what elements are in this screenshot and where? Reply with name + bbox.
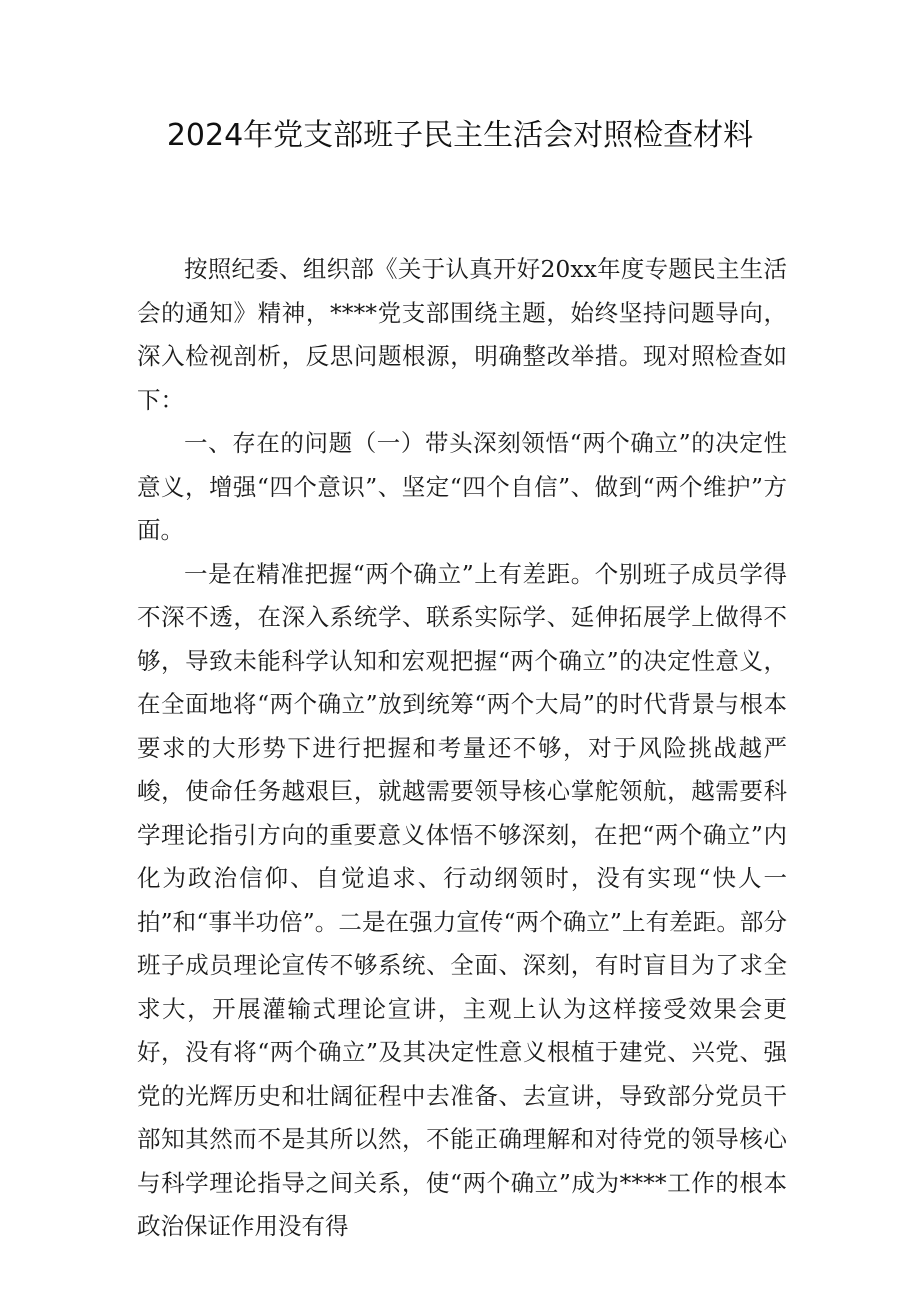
paragraph-intro: 按照纪委、组织部《关于认真开好20xx年度专题民主生活会的通知》精神，****党支部围绕主题，始终坚持问题导向，深入检视剖析，反思问题根源，明确整改举措。现对照检查如下： bbox=[137, 255, 787, 414]
paragraph-issue-details: 一是在精准把握“两个确立”上有差距。个别班子成员学得不深不透，在深入系统学、联系实际学、延伸拓展学上做得不够，导致未能科学认知和宏观把握“两个确立”的决定性意义，在全面地将“两个确立”放到统筹“两个大局”的时代背景与根本要求的大形势下进行把握和考量还不够，对于风险挑战越严峻，使命任务越艰巨，就越需要领导核心掌舵领航，越需要科学理论指引方向的重要意义体悟不够深刻，在把“两个确立”内化为政治信仰、自觉追求、行动纲领时，没有实现“快人一拍”和“事半功倍”。二是在强力宣传“两个确立”上有差距。部分班子成员理论宣传不够系统、全面、深刻，有时盲目为了求全求大，开展灌输式理论宣讲，主观上认为这样接受效果会更好，没有将“两个确立”及其决定性意义根植于建党、兴党、强党的光辉历史和壮阔征程中去准备、去宣讲，导致部分党员干部知其然而不是其所以然，不能正确理解和对待党的领导核心与科学理论指导之间关系，使“两个确立”成为****工作的根本政治保证作用没有得 bbox=[137, 559, 787, 1240]
document-body bbox=[137, 248, 787, 1249]
document-title: 2024年党支部班子民主生活会对照检查材料 bbox=[166, 118, 754, 153]
paragraph-section-heading: 一、存在的问题（一）带头深刻领悟“两个确立”的决定性意义，增强“四个意识”、坚定“四个自信”、做到“两个维护”方面。 bbox=[137, 429, 787, 544]
